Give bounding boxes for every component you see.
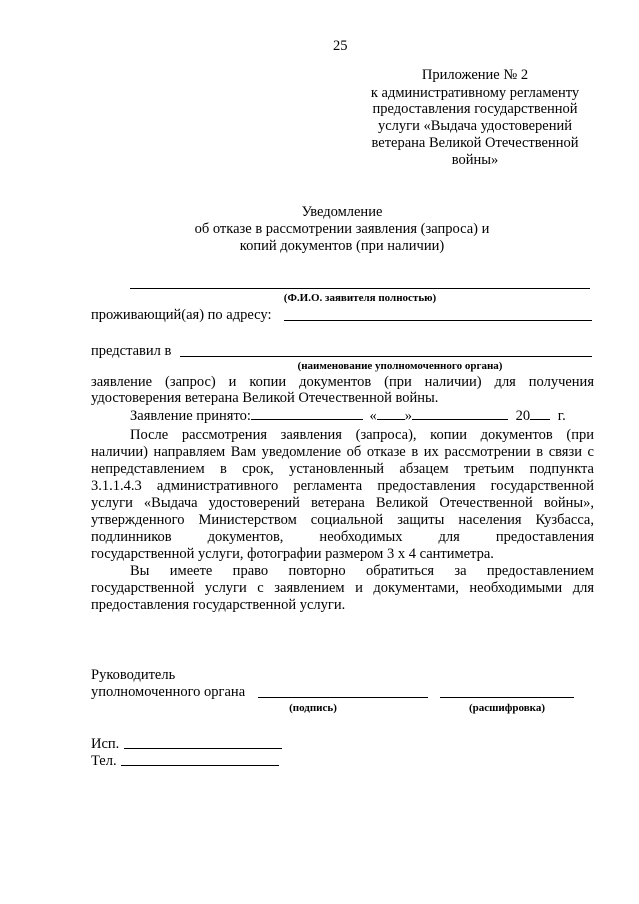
body-line: 3.1.1.4.3 административного регламента предоставления государственной: [91, 478, 594, 494]
month-field[interactable]: [412, 408, 508, 420]
decode-field-line[interactable]: [440, 697, 574, 698]
quote-open: «: [369, 408, 377, 424]
appendix-line: войны»: [451, 152, 499, 168]
title-line: Уведомление: [301, 204, 383, 220]
body-line: утвержденного Министерством социальной защиты населения Кузбасса,: [91, 512, 594, 528]
decode-caption: (расшифровка): [468, 702, 546, 714]
accepted-date-field[interactable]: [251, 408, 363, 420]
body-line: подлинников документов, необходимых для предоставления: [91, 529, 594, 545]
body-line: предоставления государственной услуги.: [91, 597, 346, 613]
appendix-line: Приложение № 2: [421, 67, 529, 83]
appendix-line: предоставления государственной: [372, 101, 578, 117]
signature-field-line[interactable]: [258, 697, 428, 698]
year-suffix: г.: [557, 408, 566, 424]
title-line: об отказе в рассмотрении заявления (запроса) и: [194, 221, 490, 237]
body-line: удостоверения ветерана Великой Отечественной войны.: [91, 390, 439, 406]
body-line: наличии) направляем Вам уведомление об отказе в их рассмотрении в связи с: [91, 444, 594, 460]
appendix-line: услуги «Выдача удостоверений: [377, 118, 573, 134]
address-label: проживающий(ая) по адресу:: [91, 307, 272, 323]
body-line: непредставлением в срок, установленный абзацем третьим подпункта: [91, 461, 594, 477]
body-line: После рассмотрения заявления (запроса), копии документов (при: [130, 427, 594, 443]
body-line: государственной услуги, фотографии размером 3 х 4 сантиметра.: [91, 546, 494, 562]
appendix-line: ветерана Великой Отечественной: [371, 135, 579, 151]
submitted-label: представил в: [91, 343, 172, 359]
quote-close: »: [404, 408, 413, 424]
body-line: Вы имеете право повторно обратиться за предоставлением: [130, 563, 594, 579]
title-line: копий документов (при наличии): [239, 238, 445, 254]
year-field[interactable]: [530, 408, 550, 420]
accepted-label: Заявление принято:: [130, 408, 251, 424]
executor-label: Исп.: [91, 736, 120, 752]
year-prefix: 20: [515, 408, 531, 424]
body-line: услуги «Выдача удостоверений ветерана Великой Отечественной войны»,: [91, 495, 594, 511]
signature-caption: (подпись): [289, 702, 337, 714]
phone-field-line[interactable]: [121, 765, 279, 766]
phone-label: Тел.: [91, 753, 117, 769]
address-field-line[interactable]: [284, 320, 592, 321]
accepted-row: [130, 408, 566, 424]
fio-field-line[interactable]: [130, 288, 590, 289]
body-line: государственной услуги с заявлением и документами, необходимыми для: [91, 580, 594, 596]
organ-caption: (наименование уполномоченного органа): [297, 360, 503, 372]
organ-label: уполномоченного органа: [91, 684, 246, 700]
day-field[interactable]: [377, 408, 405, 420]
appendix-line: к административному регламенту: [370, 85, 580, 101]
fio-caption: (Ф.И.О. заявителя полностью): [283, 292, 437, 304]
head-label: Руководитель: [91, 667, 176, 683]
executor-field-line[interactable]: [124, 748, 282, 749]
page-number: 25: [333, 38, 348, 54]
body-line: заявление (запрос) и копии документов (при наличии) для получения: [91, 374, 594, 390]
organ-field-line[interactable]: [180, 356, 592, 357]
